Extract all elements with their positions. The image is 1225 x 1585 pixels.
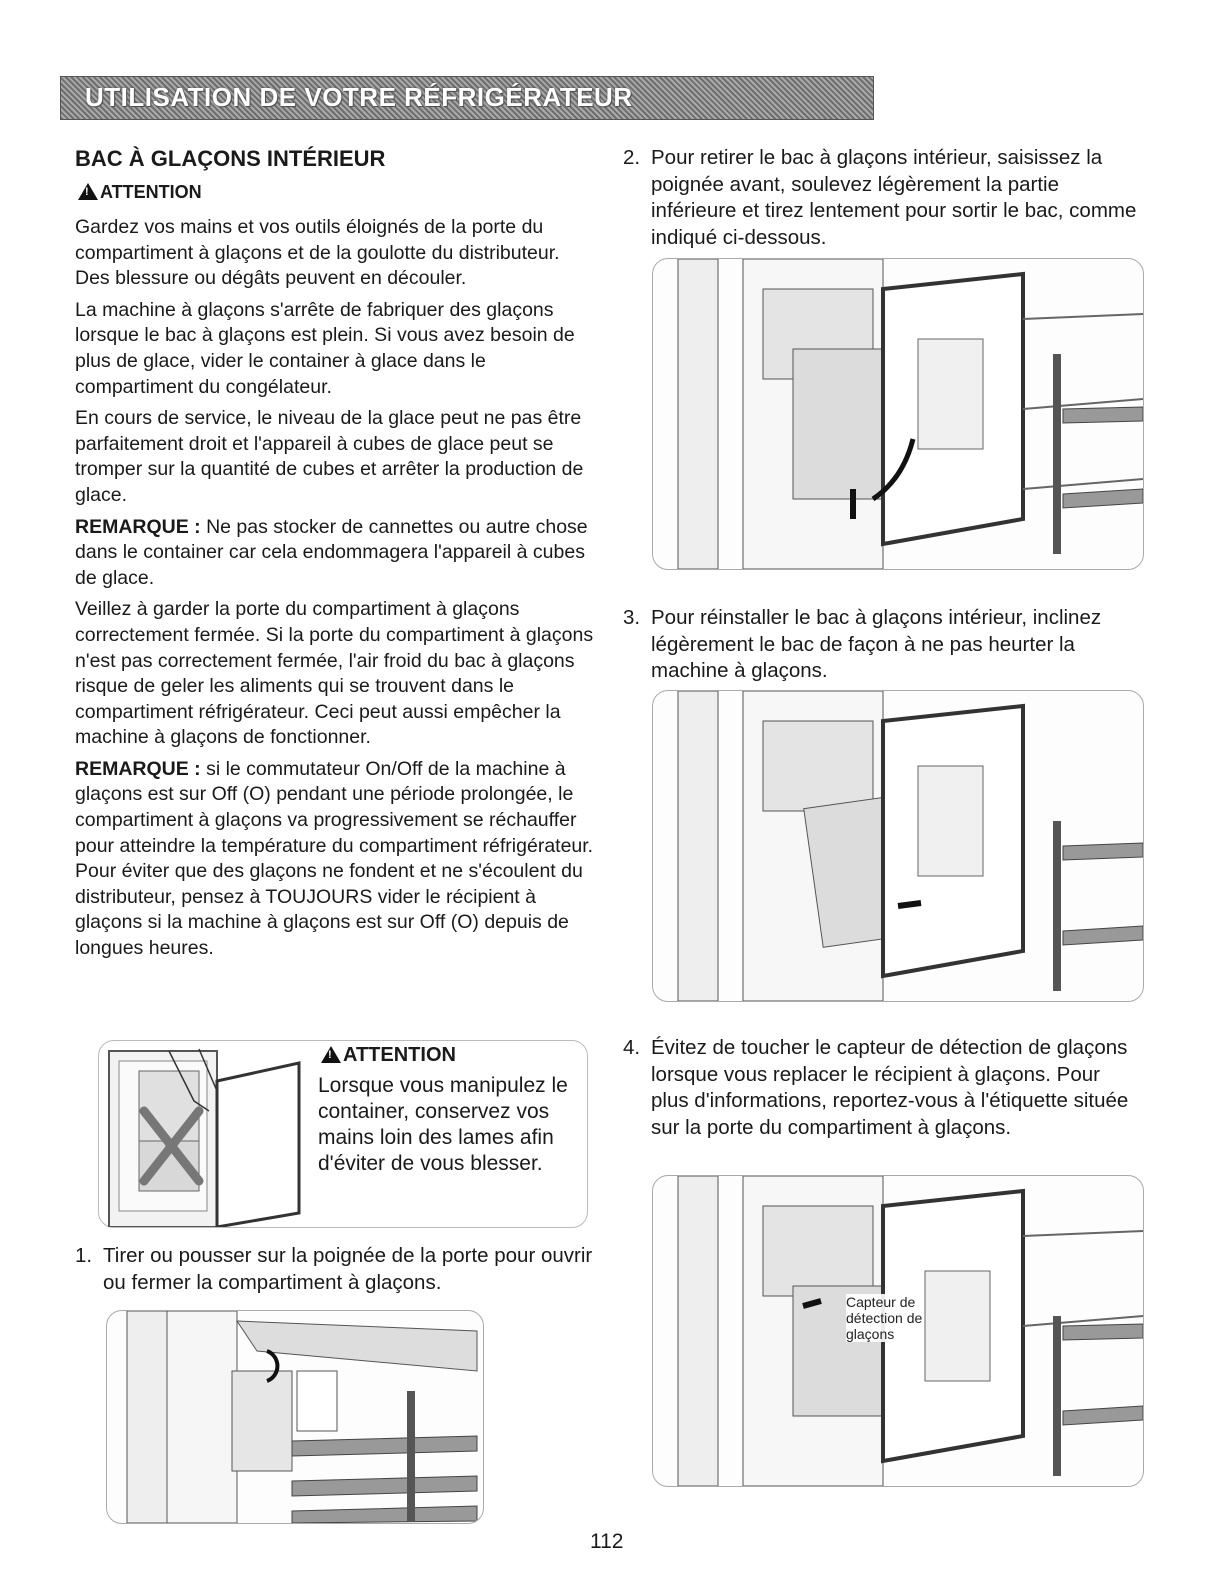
step-text: Pour retirer le bac à glaçons intérieur, saisissez la poignée avant, soulevez légèrement la partie inférieure et tirez lentement pour sortir le bac, comme indiqué ci-dessous.: [651, 146, 1137, 249]
step-4: [623, 1035, 1143, 1141]
warning-icon: [78, 183, 98, 200]
step-number: 3.: [623, 606, 641, 629]
sensor-label: Capteur de détection de glaçons: [846, 1294, 923, 1342]
warning-icon: [321, 1046, 341, 1063]
paragraph: Gardez vos mains et vos outils éloignés de la porte du compartiment à glaçons et de la goulotte du distributeur. Des blessure ou dégâts peuvent en découler.: [75, 216, 560, 290]
paragraph: En cours de service, le niveau de la glace peut ne pas être parfaitement droit et l'appareil à cubes de glace peut se tromper sur la quantité de cubes et arrêter la production de glace.: [75, 407, 584, 506]
banner-title: UTILISATION DE VOTRE RÉFRIGÉRATEUR: [85, 82, 633, 112]
step-3: [623, 605, 1143, 685]
step-number: 2.: [623, 146, 641, 169]
step-number: 4.: [623, 1036, 641, 1059]
note-label: REMARQUE :: [75, 515, 201, 538]
step-text: Pour réinstaller le bac à glaçons intérieur, inclinez légèrement le bac de façon à ne pas heurter la machine à glaçons.: [651, 606, 1102, 682]
handling-illustration: [99, 1041, 309, 1227]
step-text: Tirer ou pousser sur la poignée de la porte pour ouvrir ou fermer la compartiment à glaçons.: [103, 1244, 593, 1294]
attention-box-heading: [321, 1044, 456, 1067]
page-number: 112: [590, 1530, 624, 1553]
note-paragraph: [75, 515, 595, 592]
step-1: [75, 1243, 595, 1296]
attention-box-heading-text: ATTENTION: [343, 1044, 456, 1066]
step-4-illustration: [652, 1175, 1144, 1487]
step-number: 1.: [75, 1244, 93, 1267]
paragraph: Veillez à garder la porte du compartiment à glaçons correctement fermée. Si la porte du compartiment à glaçons n'est pas correctement fermée, l'air froid du bac à glaçons risque de geler les aliments qui se trouvent dans le compartiment réfrigérateur. Ceci peut aussi empêcher la machine à glaçons de fonctionner.: [75, 598, 594, 749]
note-text: si le commutateur On/Off de la machine à glaçons est sur Off (O) pendant une période prolongée, le compartiment à glaçons va progressivement se réchauffer pour atteindre la température du compartiment réfrigérateur. Pour éviter que des glaçons ne fondent et ne s'écoulent du distributeur, pensez à TOUJOURS vider le récipient à glaçons si la machine à glaçons est sur Off (O) depuis de longues heures.: [75, 757, 594, 960]
left-column-text: [75, 215, 595, 968]
attention-box-text: Lorsque vous manipulez le container, conservez vos mains loin des lames afin d'éviter de vous blesser.: [318, 1074, 568, 1175]
step-2: [623, 145, 1143, 251]
step-text: Évitez de toucher le capteur de détection de glaçons lorsque vous replacer le récipient à glaçons. Pour plus d'informations, reportez-vous à l'étiquette située sur la porte du compartiment à glaçons.: [651, 1036, 1129, 1139]
section-title: BAC À GLAÇONS INTÉRIEUR: [75, 146, 386, 171]
step-1-illustration: [106, 1310, 484, 1524]
attention-heading-text: ATTENTION: [100, 182, 202, 202]
note-text: Ne pas stocker de cannettes ou autre chose dans le container car cela endommagera l'appareil à cubes de glace.: [75, 515, 588, 589]
note-label: REMARQUE :: [75, 757, 201, 780]
page-banner: [60, 76, 874, 120]
attention-box: [98, 1040, 588, 1228]
note-paragraph: [75, 757, 595, 962]
attention-heading: [78, 182, 202, 203]
step-2-illustration: [652, 258, 1144, 570]
paragraph: La machine à glaçons s'arrête de fabriquer des glaçons lorsque le bac à glaçons est plein. Si vous avez besoin de plus de glace, vider le container à glace dans le compartiment du congélateur.: [75, 298, 575, 398]
step-3-illustration: [652, 690, 1144, 1002]
